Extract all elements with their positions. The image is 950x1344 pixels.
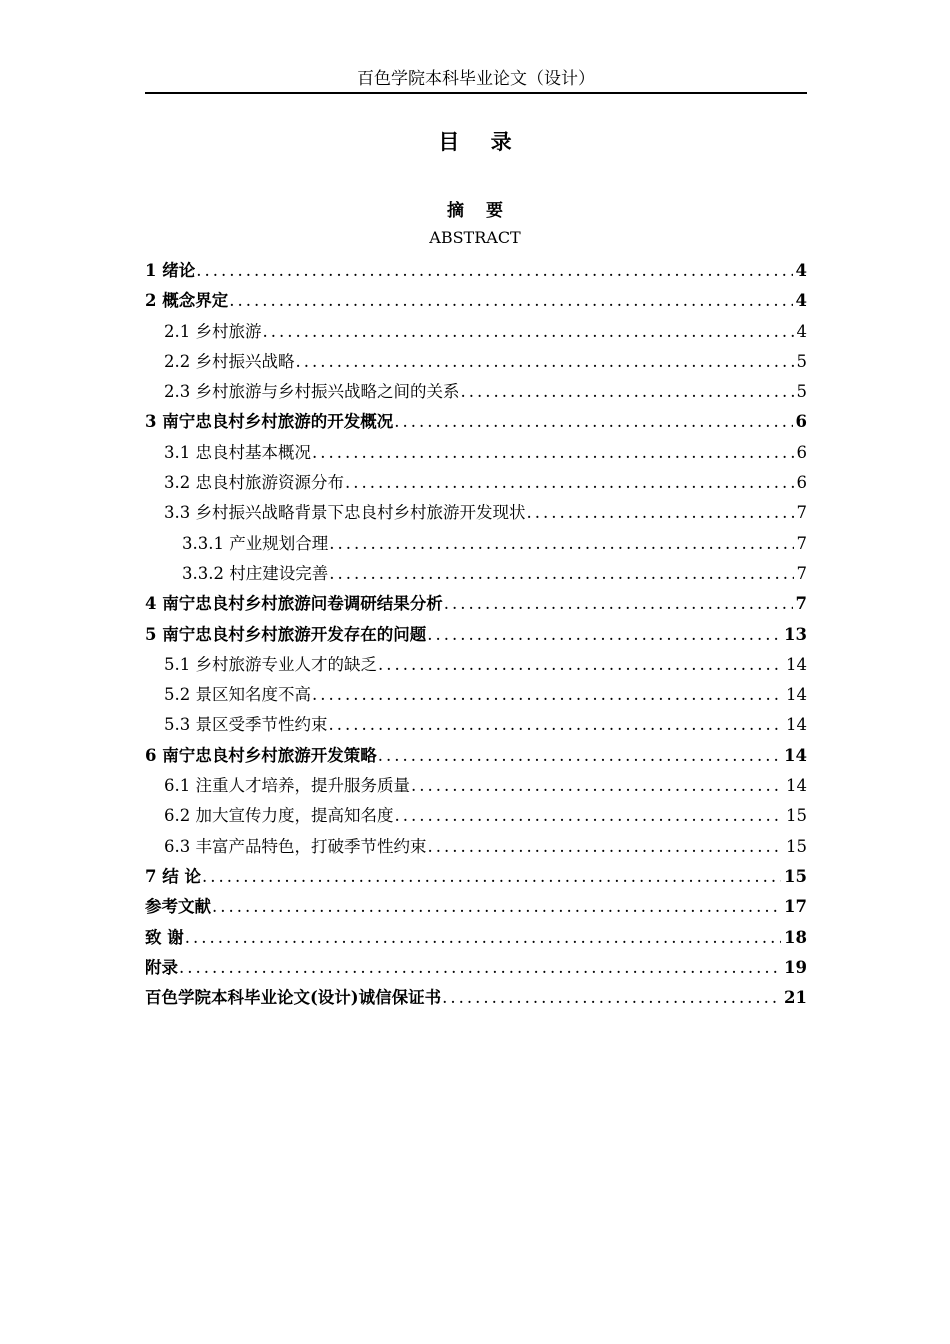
toc-dot-leader [428,832,784,862]
toc-entry-title: 附录 [145,957,178,977]
toc-entry-page-number: 7 [795,594,807,614]
toc-entry-title: 参考文献 [145,897,211,917]
toc-dot-leader [442,983,781,1013]
toc-entry-title: 3.3 乡村振兴战略背景下忠良村乡村旅游开发现状 [164,503,526,523]
toc-dot-leader [196,256,792,286]
toc-entry-page-number: 15 [784,866,807,886]
toc-dot-leader [395,801,784,831]
toc-entry[interactable] [145,529,807,559]
toc-entry[interactable] [145,923,807,953]
toc-entry-page-number: 14 [786,715,807,735]
toc-dot-leader [461,377,794,407]
toc-entry[interactable] [145,710,807,740]
toc-entry-page-number: 5 [796,382,807,402]
toc-entry-title: 6.1 注重人才培养，提升服务质量 [164,776,410,796]
toc-dot-leader [263,317,794,347]
toc-entry-page-number: 18 [784,927,807,947]
toc-entry-title: 5.3 景区受季节性约束 [164,715,328,735]
toc-entry[interactable] [145,832,807,862]
toc-dot-leader [411,771,783,801]
toc-dot-leader [312,680,783,710]
toc-entry-title: 4 南宁忠良村乡村旅游问卷调研结果分析 [145,594,443,614]
toc-entry-title: 5.1 乡村旅游专业人才的缺乏 [164,654,377,674]
toc-entry-title: 3.3.1 产业规划合理 [182,533,329,553]
toc-dot-leader [296,347,794,377]
toc-entry-page-number: 7 [796,563,807,583]
toc-entry[interactable] [145,589,807,619]
toc-entry-page-number: 19 [784,957,807,977]
toc-dot-leader [378,650,783,680]
toc-entry[interactable] [145,347,807,377]
toc-entry-title: 6 南宁忠良村乡村旅游开发策略 [145,745,377,765]
toc-entry-page-number: 15 [786,806,807,826]
toc-entry[interactable] [145,317,807,347]
toc-dot-leader [427,620,781,650]
toc-entry[interactable] [145,741,807,771]
toc-entry[interactable] [145,650,807,680]
toc-entry-page-number: 5 [796,351,807,371]
toc-entry-page-number: 4 [795,261,807,280]
toc-entry-page-number: 7 [796,503,807,523]
toc-dot-leader [345,468,794,498]
toc-entry-title: 3.1 忠良村基本概况 [164,442,311,462]
toc-dot-leader [329,710,784,740]
toc-dot-leader [444,589,793,619]
toc-entry-page-number: 6 [796,442,807,462]
toc-entry-page-number: 15 [786,836,807,856]
toc-entry-page-number: 6 [796,473,807,493]
toc-entry-title: 6.2 加大宣传力度，提高知名度 [164,806,394,826]
toc-dot-leader [212,892,781,922]
toc-dot-leader [229,286,792,316]
toc-entry[interactable] [145,680,807,710]
toc-entry-page-number: 13 [784,624,807,644]
toc-entry-title: 5 南宁忠良村乡村旅游开发存在的问题 [145,624,427,644]
toc-entry[interactable] [145,286,807,316]
toc-entry-title: 2 概念界定 [145,291,229,311]
toc-entry[interactable] [145,801,807,831]
toc-entry[interactable] [145,892,807,922]
toc-entry-page-number: 14 [786,654,807,674]
toc-entry-title: 3.3.2 村庄建设完善 [182,563,329,583]
toc-entry[interactable] [145,620,807,650]
toc-entry[interactable] [145,498,807,528]
toc-entry-title: 3 南宁忠良村乡村旅游的开发概况 [145,412,394,432]
toc-entry-page-number: 14 [784,745,807,765]
toc-entry-title: 5.2 景区知名度不高 [164,685,311,705]
toc-entry-title: 2.3 乡村旅游与乡村振兴战略之间的关系 [164,382,460,402]
toc-entry-title: 6.3 丰富产品特色，打破季节性约束 [164,836,427,856]
toc-dot-leader [179,953,781,983]
toc-dot-leader [378,741,781,771]
toc-entry-page-number: 4 [795,291,807,311]
toc-entry[interactable] [145,559,807,589]
toc-entry-title: 1 绪论 [145,261,196,280]
toc-dot-leader [185,923,781,953]
toc-entry[interactable] [145,407,807,437]
toc-dot-leader [329,529,793,559]
toc-entry-page-number: 21 [784,988,807,1008]
toc-entry-page-number: 14 [786,685,807,705]
toc-entry-title: 2.1 乡村旅游 [164,321,262,341]
toc-entry-page-number: 7 [796,533,807,553]
toc-dot-leader [329,559,793,589]
toc-entry[interactable] [145,953,807,983]
toc-entry-page-number: 6 [795,412,807,432]
toc-dot-leader [527,498,794,528]
toc-entry-title: 致 谢 [145,927,184,947]
toc-entry-page-number: 14 [786,776,807,796]
table-of-contents [145,256,807,1013]
toc-entry[interactable] [145,862,807,892]
toc-entry[interactable] [145,983,807,1013]
toc-entry-page-number: 4 [796,321,807,341]
toc-entry-title: 3.2 忠良村旅游资源分布 [164,473,344,493]
toc-entry[interactable] [145,438,807,468]
toc-entry[interactable] [145,468,807,498]
toc-entry-title: 7 结 论 [145,866,201,886]
page-header: 百色学院本科毕业论文（设计） [145,66,807,94]
toc-entry-title: 2.2 乡村振兴战略 [164,351,295,371]
toc-dot-leader [394,407,792,437]
toc-dot-leader [202,862,781,892]
toc-title: 目 录 [438,129,524,154]
toc-entry-title: 百色学院本科毕业论文(设计)诚信保证书 [145,988,442,1008]
toc-entry-page-number: 17 [784,897,807,917]
abstract-cn-link[interactable]: 摘 要 [447,201,511,221]
toc-entry[interactable] [145,256,807,286]
abstract-en-link[interactable]: ABSTRACT [429,228,521,247]
toc-entry[interactable] [145,377,807,407]
toc-entry[interactable] [145,771,807,801]
toc-dot-leader [312,438,794,468]
